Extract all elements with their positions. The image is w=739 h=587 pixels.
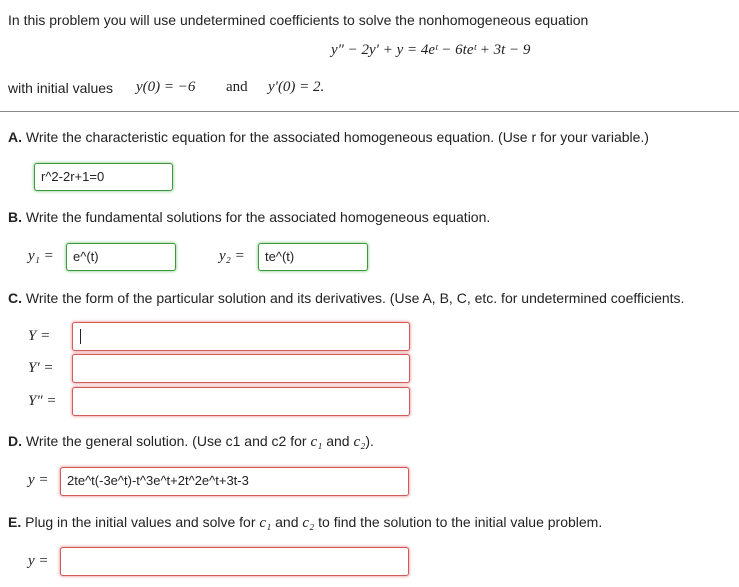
part-e-text: Plug in the initial values and solve for (25, 514, 256, 530)
part-c-text: Write the form of the particular solution and its derivatives. (Use A, B, C, etc. for undetermined coefficients. (25, 290, 685, 306)
y1-label: y₁ = (28, 248, 54, 264)
part-b-label: B. (8, 209, 22, 225)
problem-statement: In this problem you will use undetermined coefficients to solve the nonhomogeneous equation (8, 12, 589, 28)
part-d-prompt (8, 433, 374, 451)
general-solution-y-label: y = (28, 472, 49, 488)
c1-symbol: c₁ (259, 515, 272, 531)
first-derivative-input[interactable] (72, 354, 410, 383)
y2-label: y₂ = (219, 248, 245, 264)
and-text: and (226, 79, 248, 95)
particular-solution-input[interactable] (72, 322, 410, 351)
initial-condition-2: y′(0) = 2. (268, 79, 325, 95)
Y-label: Y = (28, 328, 51, 344)
part-d-and: and (326, 433, 350, 449)
part-d-label: D. (8, 433, 22, 449)
part-e-and: and (275, 514, 299, 530)
characteristic-equation-input[interactable]: r^2-2r+1=0 (34, 163, 173, 191)
ivp-solution-y-label: y = (28, 553, 49, 569)
c1-symbol: c₁ (310, 434, 323, 450)
part-a-prompt (8, 129, 649, 145)
c2-symbol: c₂ (302, 515, 315, 531)
part-e-suffix: to find the solution to the initial value problem. (318, 514, 603, 530)
Ydoubleprime-label: Y″ = (28, 393, 57, 409)
Yprime-label: Y′ = (28, 360, 54, 376)
second-derivative-input[interactable] (72, 387, 410, 416)
part-e-prompt (8, 514, 602, 532)
y2-input[interactable]: te^(t) (258, 243, 368, 271)
part-a-label: A. (8, 129, 22, 145)
text-cursor (80, 329, 81, 344)
initial-values-label: with initial values (8, 80, 114, 96)
part-c-label: C. (8, 290, 22, 306)
part-c-prompt (8, 290, 684, 306)
part-d-suffix: ). (365, 433, 374, 449)
part-b-prompt (8, 209, 490, 225)
y1-input[interactable]: e^(t) (66, 243, 176, 271)
divider (0, 111, 739, 112)
differential-equation: y″ − 2y′ + y = 4eᵗ − 6teᵗ + 3t − 9 (331, 42, 531, 58)
part-a-text: Write the characteristic equation for the associated homogeneous equation. (Use r for your variable.) (25, 129, 649, 145)
c2-symbol: c₂ (353, 434, 366, 450)
initial-condition-1: y(0) = −6 (136, 79, 196, 95)
ivp-solution-input[interactable] (60, 547, 409, 576)
part-e-label: E. (8, 514, 22, 530)
part-d-text: Write the general solution. (Use c1 and c2 for (25, 433, 307, 449)
general-solution-input[interactable]: 2te^t(-3e^t)-t^3e^t+2t^2e^t+3t-3 (60, 467, 409, 496)
part-b-text: Write the fundamental solutions for the associated homogeneous equation. (25, 209, 491, 225)
